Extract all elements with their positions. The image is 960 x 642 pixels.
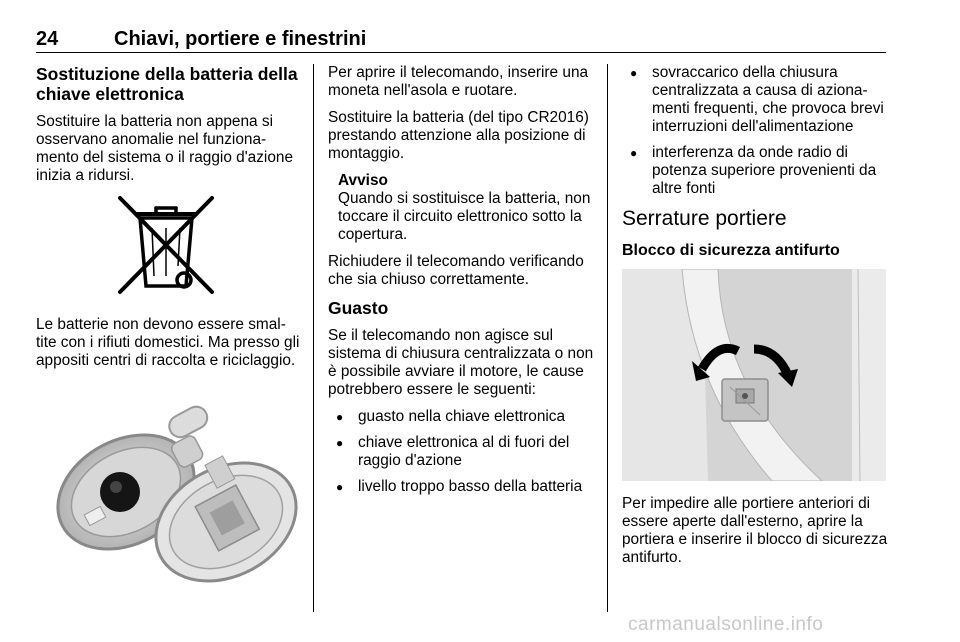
column-divider-1 (313, 64, 314, 612)
column-3 (622, 64, 888, 576)
column-divider-2 (607, 64, 608, 612)
cause-list (328, 408, 596, 496)
paragraph: Sostituire la batteria non appena si osservano anomalie nel funzionamento del sistema o il raggio d'azione inizia a ridursi. (36, 113, 294, 184)
list-item: ● interferenza da onde radio di potenza superiore provenienti da altre fonti (622, 144, 888, 198)
paragraph: Richiudere il telecomando verificando che sia chiuso correttamente. (328, 253, 584, 288)
list-item: ● livello troppo basso della batteria (328, 478, 596, 496)
column-2 (328, 64, 596, 505)
section-heading-serrature: Serrature portiere (622, 207, 787, 230)
notice-title: Avviso (338, 172, 388, 189)
page-number: 24 (36, 28, 59, 50)
list-item: ● chiave elettronica al di fuori del raggio d'azione (328, 434, 596, 470)
list-item: ● sovraccarico della chiusura centralizzata a causa di azionamenti frequenti, che provoca brevi interruzioni dell'alimentazione (622, 64, 888, 136)
key-fob-battery-illustration (36, 382, 300, 592)
door-lock-illustration (622, 269, 886, 481)
paragraph: Se il telecomando non agisce sul sistema di chiusura centralizzata o non è possibile avviare il motore, le cause potrebbero essere le seguenti: (328, 327, 594, 398)
column-1 (36, 64, 300, 592)
watermark: carmanualsonline.info (628, 614, 824, 635)
paragraph: Le batterie non devono essere smaltite con i rifiuti domestici. Ma presso gli appositi centri di raccolta e riciclaggio. (36, 316, 300, 369)
section-heading-guasto: Guasto (328, 298, 389, 318)
cause-list-continued (622, 64, 888, 198)
subheading-antifurto: Blocco di sicurezza antifurto (622, 242, 840, 259)
crossed-bin-icon (36, 194, 300, 300)
paragraph: Sostituire la batteria (del tipo CR2016) prestando attenzione alla posizione di montaggio. (328, 109, 589, 162)
paragraph: Per impedire alle portiere anteriori di essere aperte dall'esterno, aprire la portiera e inserire il blocco di sicurezza antifurto. (622, 495, 888, 566)
section-heading-battery: Sostituzione della batteria della chiave elettronica (36, 64, 298, 104)
paragraph: Per aprire il telecomando, inserire una moneta nell'asola e ruotare. (328, 64, 589, 99)
page-header (36, 26, 886, 53)
list-item: ● guasto nella chiave elettronica (328, 408, 596, 426)
page-title: Chiavi, portiere e finestrini (114, 28, 367, 50)
notice-text: Quando si sostituisce la batteria, non toccare il circuito elettronico sotto la copertura. (338, 190, 591, 243)
notice-box (328, 172, 596, 244)
